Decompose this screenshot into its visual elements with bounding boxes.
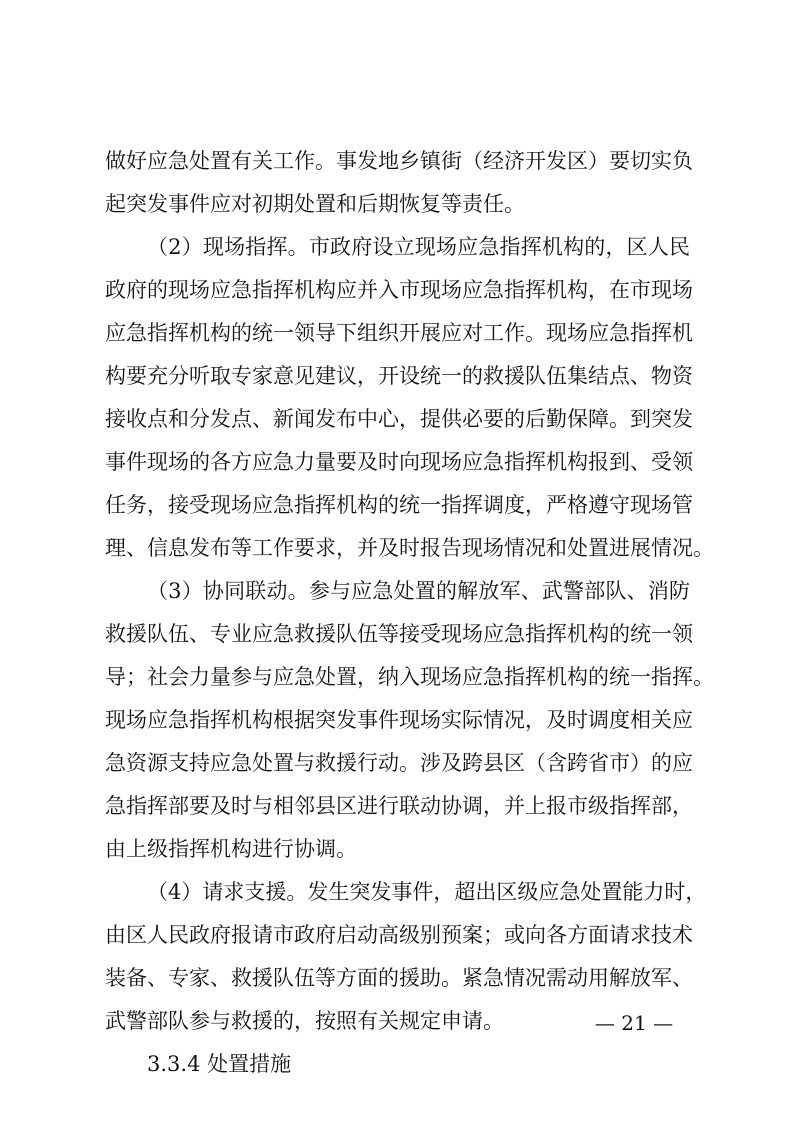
body-text-line: 急指挥部要及时与相邻县区进行联动协调，并上报市级指挥部， <box>105 794 693 818</box>
body-text-line: 构要充分听取专家意见建议，开设统一的救援队伍集结点、物资 <box>105 364 693 388</box>
page-number: — 21 — <box>594 1011 674 1035</box>
body-text-line: 急资源支持应急处置与救援行动。涉及跨县区（含跨省市）的应 <box>105 751 693 775</box>
body-text-line: 理、信息发布等工作要求，并及时报告现场情况和处置进展情况。 <box>105 536 714 560</box>
body-text-line: 接收点和分发点、新闻发布中心，提供必要的后勤保障。到突发 <box>105 407 693 431</box>
body-text-line: 事件现场的各方应急力量要及时向现场应急指挥机构报到、受领 <box>105 450 693 474</box>
body-text-line: 由区人民政府报请市政府启动高级别预案；或向各方面请求技术 <box>105 923 693 947</box>
body-text-line: （2）现场指挥。市政府设立现场应急指挥机构的，区人民 <box>147 235 690 259</box>
body-text-line: 现场应急指挥机构根据突发事件现场实际情况，及时调度相关应 <box>105 708 693 732</box>
body-text-line: 做好应急处置有关工作。事发地乡镇街（经济开发区）要切实负 <box>105 149 693 173</box>
body-text-line: （4）请求支援。发生突发事件，超出区级应急处置能力时， <box>147 880 707 904</box>
body-text-line: 政府的现场应急指挥机构应并入市现场应急指挥机构，在市现场 <box>105 278 693 302</box>
body-text-line: （3）协同联动。参与应急处置的解放军、武警部队、消防 <box>147 579 690 603</box>
section-heading: 3.3.4 处置措施 <box>147 1052 292 1076</box>
body-text-line: 导；社会力量参与应急处置，纳入现场应急指挥机构的统一指挥。 <box>105 665 714 689</box>
body-text-line: 应急指挥机构的统一领导下组织开展应对工作。现场应急指挥机 <box>105 321 693 345</box>
body-text-line: 由上级指挥机构进行协调。 <box>105 837 357 861</box>
body-text-line: 救援队伍、专业应急救援队伍等接受现场应急指挥机构的统一领 <box>105 622 693 646</box>
body-text-line: 任务，接受现场应急指挥机构的统一指挥调度，严格遵守现场管 <box>105 493 693 517</box>
body-text-line: 起突发事件应对初期处置和后期恢复等责任。 <box>105 192 525 216</box>
body-text-line: 武警部队参与救援的，按照有关规定申请。 <box>105 1009 504 1033</box>
body-text-line: 装备、专家、救援队伍等方面的援助。紧急情况需动用解放军、 <box>105 966 693 990</box>
